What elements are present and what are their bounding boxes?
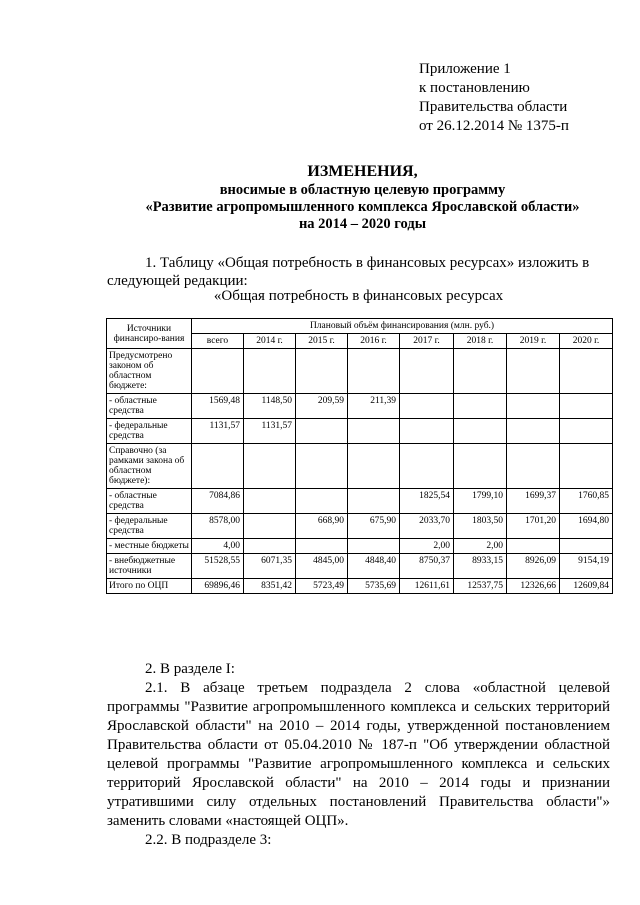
row-value	[400, 444, 454, 489]
table-row	[107, 489, 613, 514]
title-line: ИЗМЕНЕНИЯ,	[307, 163, 418, 180]
row-value	[348, 444, 400, 489]
header-year: 2014 г.	[244, 334, 296, 349]
row-value	[560, 394, 613, 419]
header-year: 2017 г.	[400, 334, 454, 349]
header-year: 2019 г.	[507, 334, 560, 349]
financing-table	[106, 318, 613, 594]
table-row	[107, 394, 613, 419]
item-2-2-paragraph: 2.2. В подразделе 3:	[145, 832, 272, 848]
table-row	[107, 349, 613, 394]
row-value	[296, 539, 348, 554]
row-value: 1699,37	[507, 489, 560, 514]
row-value: 2,00	[400, 539, 454, 554]
appendix-line: к постановлению	[419, 80, 530, 96]
header-year: 2016 г.	[348, 334, 400, 349]
row-value: 7084,86	[192, 489, 244, 514]
row-value	[296, 444, 348, 489]
title-line: вносимые в областную целевую программу	[219, 182, 506, 198]
row-label: - федеральные средства	[107, 514, 192, 539]
row-value: 1148,50	[244, 394, 296, 419]
row-value	[348, 539, 400, 554]
row-value	[454, 419, 507, 444]
row-value: 1569,48	[192, 394, 244, 419]
row-label: - областные средства	[107, 394, 192, 419]
row-value: 1825,54	[400, 489, 454, 514]
row-value: 2033,70	[400, 514, 454, 539]
row-value	[400, 394, 454, 419]
row-value: 6071,35	[244, 554, 296, 579]
row-value: 8750,37	[400, 554, 454, 579]
row-label: - областные средства	[107, 489, 192, 514]
row-value: 12611,61	[400, 579, 454, 594]
row-value: 675,90	[348, 514, 400, 539]
row-value: 1701,20	[507, 514, 560, 539]
row-value	[244, 444, 296, 489]
item-2-heading: 2. В разделе I:	[145, 661, 235, 677]
row-value: 2,00	[454, 539, 507, 554]
row-value	[560, 349, 613, 394]
row-value: 4845,00	[296, 554, 348, 579]
row-value: 51528,55	[192, 554, 244, 579]
row-value: 4,00	[192, 539, 244, 554]
appendix-header	[419, 60, 569, 136]
row-value: 8926,09	[507, 554, 560, 579]
row-value: 1799,10	[454, 489, 507, 514]
row-value	[296, 419, 348, 444]
row-value: 12609,84	[560, 579, 613, 594]
row-label: - внебюджетные источники	[107, 554, 192, 579]
document-title	[90, 162, 635, 233]
row-label: Предусмотрено законом об областном бюджете:	[107, 349, 192, 394]
row-value	[192, 444, 244, 489]
row-value: 1803,50	[454, 514, 507, 539]
row-value: 9154,19	[560, 554, 613, 579]
row-value	[296, 349, 348, 394]
appendix-line: Правительства области	[419, 99, 568, 115]
header-plan: Плановый объём финансирования (млн. руб.)	[192, 319, 613, 334]
item-2-1-paragraph: 2.1. В абзаце третьем подраздела 2 слова «областной целевой программы "Развитие агропромышленного комплекса и сельских территорий Ярославской области" на 2010 – 2014 годы, утвержденной постановлением Правительства области от 05.04.2010 № 187-п "Об утверждении областной целевой программы "Развитие агропромышленного комплекса и сельских территорий Ярославской области" на 2010 – 2014 годы и признании утратившими силу отдельных постановлений Правительства области"» заменить словами «настоящей ОЦП».	[107, 680, 610, 829]
header-year: всего	[192, 334, 244, 349]
item-1-paragraph	[107, 254, 610, 290]
table-row	[107, 514, 613, 539]
table-header-row	[107, 319, 613, 334]
row-value: 69896,46	[192, 579, 244, 594]
header-year: 2015 г.	[296, 334, 348, 349]
row-value	[507, 394, 560, 419]
row-value	[507, 444, 560, 489]
row-value	[400, 349, 454, 394]
row-value: 4848,40	[348, 554, 400, 579]
table-row	[107, 554, 613, 579]
row-value: 5723,49	[296, 579, 348, 594]
row-value: 1694,80	[560, 514, 613, 539]
title-line: на 2014 – 2020 годы	[298, 216, 427, 232]
row-value	[560, 419, 613, 444]
row-value	[192, 349, 244, 394]
row-value	[454, 349, 507, 394]
row-value	[348, 349, 400, 394]
item-1-text: 1. Таблицу «Общая потребность в финансовых ресурсах» изложить в	[145, 255, 590, 271]
row-value	[348, 489, 400, 514]
row-label: Итого по ОЦП	[107, 579, 192, 594]
row-value: 12326,66	[507, 579, 560, 594]
appendix-line: Приложение 1	[419, 61, 511, 77]
row-value	[560, 539, 613, 554]
header-year: 2020 г.	[560, 334, 613, 349]
table-caption: «Общая потребность в финансовых ресурсах	[213, 288, 504, 304]
row-value	[454, 394, 507, 419]
row-value	[348, 419, 400, 444]
row-value	[244, 489, 296, 514]
appendix-line: от 26.12.2014 № 1375-п	[419, 118, 569, 134]
row-value	[244, 349, 296, 394]
row-value: 668,90	[296, 514, 348, 539]
header-year: 2018 г.	[454, 334, 507, 349]
row-value: 1131,57	[192, 419, 244, 444]
row-value: 8578,00	[192, 514, 244, 539]
item-2-section	[107, 660, 610, 850]
row-value: 209,59	[296, 394, 348, 419]
row-value	[296, 489, 348, 514]
title-line: «Развитие агропромышленного комплекса Ярославской области»	[145, 199, 580, 215]
row-value	[507, 349, 560, 394]
table-row	[107, 539, 613, 554]
row-value: 211,39	[348, 394, 400, 419]
row-value: 1131,57	[244, 419, 296, 444]
row-value	[244, 514, 296, 539]
table-row	[107, 419, 613, 444]
row-value: 8351,42	[244, 579, 296, 594]
row-value	[560, 444, 613, 489]
table-row	[107, 579, 613, 594]
row-value	[454, 444, 507, 489]
table-row	[107, 444, 613, 489]
row-value	[507, 539, 560, 554]
row-value: 12537,75	[454, 579, 507, 594]
row-value	[400, 419, 454, 444]
row-label: - федеральные средства	[107, 419, 192, 444]
row-value	[507, 419, 560, 444]
row-value: 8933,15	[454, 554, 507, 579]
row-value: 5735,69	[348, 579, 400, 594]
row-value	[244, 539, 296, 554]
header-source: Источники финансиро-вания	[107, 319, 192, 349]
item-1-text-end: следующей редакции:	[107, 273, 248, 289]
row-label: - местные бюджеты	[107, 539, 192, 554]
row-label: Справочно (за рамками закона об областном бюджете):	[107, 444, 192, 489]
row-value: 1760,85	[560, 489, 613, 514]
